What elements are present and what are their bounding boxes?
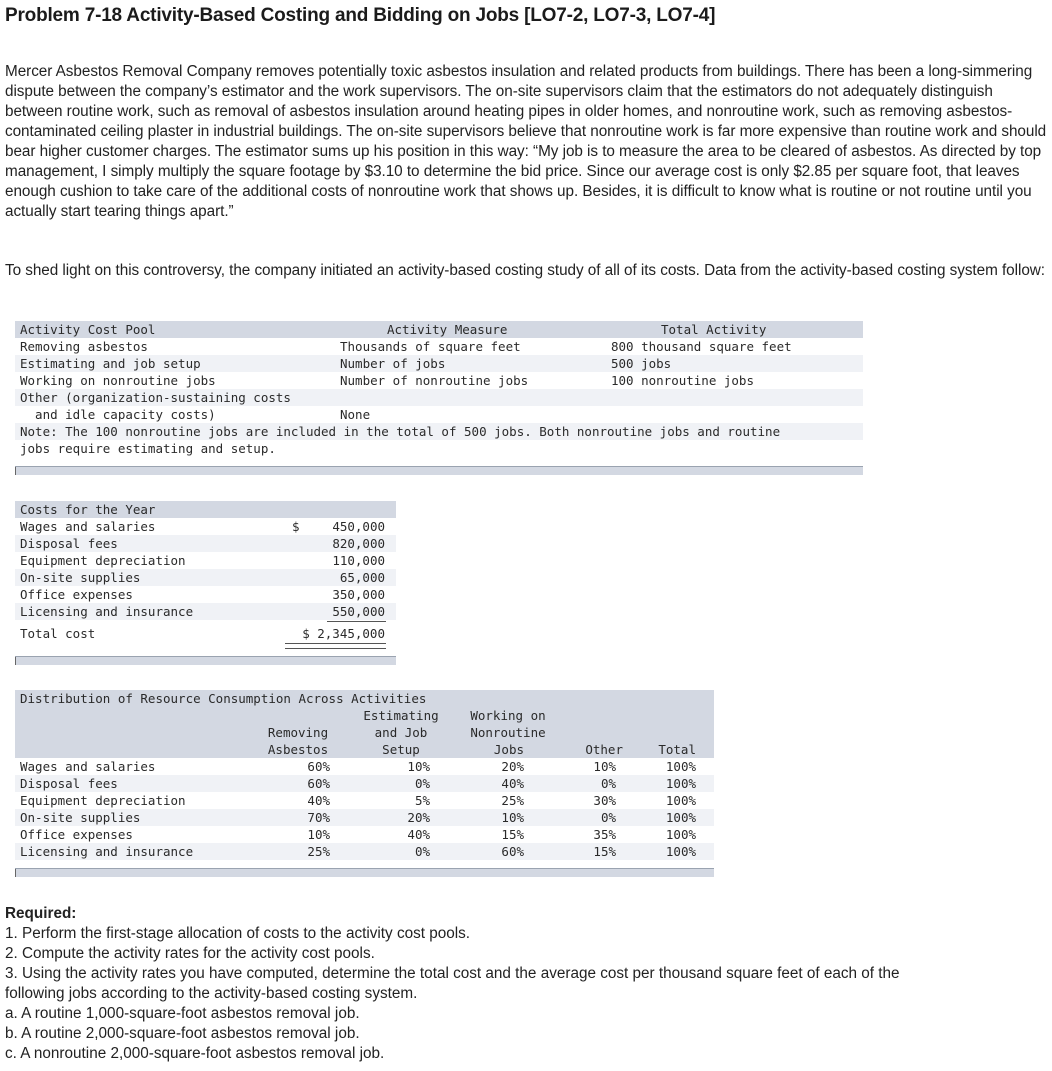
pct-working: 25% <box>501 793 524 808</box>
cost-label: Office expenses <box>20 587 133 602</box>
costs-for-year-table <box>15 501 396 665</box>
pct-total: 100% <box>665 844 696 859</box>
table-row <box>15 569 396 586</box>
pct-removing: 40% <box>307 793 330 808</box>
pct-removing: 60% <box>307 776 330 791</box>
table-row <box>15 389 863 406</box>
resource-label: Wages and salaries <box>20 759 156 774</box>
cost-value: 450,000 <box>332 519 385 534</box>
resource-label: Equipment depreciation <box>20 793 186 808</box>
total-double-rule <box>285 643 386 649</box>
pct-estimating: 5% <box>414 793 430 808</box>
costs-header: Costs for the Year <box>20 502 156 517</box>
cost-value: 110,000 <box>332 553 385 568</box>
header-estimating: and Job <box>374 725 428 740</box>
pool-name: Other (organization-sustaining costs <box>20 390 291 405</box>
subtotal-rule <box>327 621 386 622</box>
table-row <box>15 338 863 355</box>
resource-label: Disposal fees <box>20 776 118 791</box>
requirement-item: 2. Compute the activity rates for the activity cost pools. <box>5 945 375 962</box>
table-row <box>15 775 714 792</box>
resource-distribution-table <box>15 690 714 876</box>
total-activity: 100 nonroutine jobs <box>611 373 754 388</box>
pct-other: 0% <box>600 776 616 791</box>
cost-label: On-site supplies <box>20 570 141 585</box>
table-row <box>15 535 396 552</box>
intro-paragraph: Mercer Asbestos Removal Company removes potentially toxic asbestos insulation and related products from buildings. There has been a long-simmering dispute between the company’s estimator and the work supervisors. The on-site supervisors claim that the estimators do not adequately distinguish between routine work, such as removal of asbestos insulation around heating pipes in older homes, and nonroutine work, such as removing asbestos-contaminated ceiling plaster in industrial buildings. The on-site supervisors believe that nonroutine work is far more expensive than routine work and should bear higher customer charges. The estimator sums up his position in this way: “My job is to measure the area to be cleared of asbestos. As directed by top management, I simply multiply the square footage by $3.10 to determine the bid price. Since our average cost is only $2.85 per square foot, that leaves enough cushion to take care of the additional costs of nonroutine work that shows up. Besides, it is difficult to know what is routine or not routine until you actually start tearing things apart.” <box>5 63 1047 220</box>
table-note: Note: The 100 nonroutine jobs are included in the total of 500 jobs. Both nonroutine jobs and routine <box>20 424 781 439</box>
requirement-item: a. A routine 1,000-square-foot asbestos removal job. <box>5 1005 360 1022</box>
cost-label: Licensing and insurance <box>20 604 194 619</box>
pct-other: 0% <box>600 810 616 825</box>
pool-name: Removing asbestos <box>20 339 148 354</box>
pct-other: 30% <box>593 793 616 808</box>
requirement-item: b. A routine 2,000-square-foot asbestos removal job. <box>5 1025 360 1042</box>
requirement-item: 1. Perform the first-stage allocation of costs to the activity cost pools. <box>5 925 471 942</box>
pct-estimating: 0% <box>414 776 430 791</box>
dollar-sign: $ <box>292 519 300 534</box>
table-scrollbar[interactable] <box>15 656 396 665</box>
pct-total: 100% <box>665 827 696 842</box>
pct-estimating: 20% <box>407 810 430 825</box>
pct-total: 100% <box>665 776 696 791</box>
header-working: Jobs <box>493 742 524 757</box>
pct-other: 15% <box>593 844 616 859</box>
requirement-item: following jobs according to the activity-based costing system. <box>5 985 418 1002</box>
cost-label: Wages and salaries <box>20 519 156 534</box>
required-section <box>5 904 900 1064</box>
pct-working: 20% <box>501 759 524 774</box>
table-row <box>15 758 714 775</box>
resource-label: Office expenses <box>20 827 133 842</box>
abc-study-paragraph: To shed light on this controversy, the company initiated an activity-based costing study of all of its costs. Data from the activity-based costing system follow: <box>5 262 1045 279</box>
header-estimating: Estimating <box>363 708 439 723</box>
header-other: Other <box>585 742 623 757</box>
cost-label: Disposal fees <box>20 536 118 551</box>
cost-value: 350,000 <box>332 587 385 602</box>
header-removing: Asbestos <box>267 742 329 757</box>
header-working: Working on <box>470 708 546 723</box>
table-row <box>15 372 863 389</box>
activity-measure: Number of jobs <box>340 356 446 371</box>
total-value: $ 2,345,000 <box>302 626 385 641</box>
header-estimating: Setup <box>382 742 420 757</box>
problem-title: Problem 7-18 Activity-Based Costing and Bidding on Jobs [LO7-2, LO7-3, LO7-4] <box>5 5 716 26</box>
header-total: Total <box>658 742 696 757</box>
cost-label: Equipment depreciation <box>20 553 186 568</box>
table-scrollbar[interactable] <box>15 868 714 877</box>
pct-working: 10% <box>501 810 524 825</box>
pct-removing: 25% <box>307 844 330 859</box>
pct-total: 100% <box>665 810 696 825</box>
requirement-item: 3. Using the activity rates you have computed, determine the total cost and the average cost per thousand square feet of each of the <box>5 965 900 982</box>
pct-other: 35% <box>593 827 616 842</box>
table-row <box>15 586 396 603</box>
pct-working: 60% <box>501 844 524 859</box>
total-label: Total cost <box>20 626 96 641</box>
pct-removing: 60% <box>307 759 330 774</box>
header-removing: Removing <box>267 725 329 740</box>
cost-value: 820,000 <box>332 536 385 551</box>
header-activity-cost-pool: Activity Cost Pool <box>20 322 156 337</box>
pct-removing: 70% <box>307 810 330 825</box>
table-row <box>15 552 396 569</box>
distribution-title: Distribution of Resource Consumption Across Activities <box>20 691 427 706</box>
activity-measure: Number of nonroutine jobs <box>340 373 529 388</box>
activity-measure: Thousands of square feet <box>340 339 521 354</box>
table-note-row <box>15 423 863 440</box>
table-row <box>15 826 714 843</box>
total-row <box>15 625 396 642</box>
pct-estimating: 0% <box>414 844 430 859</box>
table-note-row <box>15 440 863 457</box>
table-scrollbar[interactable] <box>15 466 863 475</box>
resource-label: Licensing and insurance <box>20 844 194 859</box>
pct-other: 10% <box>593 759 616 774</box>
activity-cost-pool-table <box>15 321 863 475</box>
table-header-row <box>15 501 396 518</box>
table-row <box>15 843 714 860</box>
total-activity: 800 thousand square feet <box>611 339 792 354</box>
table-note: jobs require estimating and setup. <box>20 441 276 456</box>
pct-total: 100% <box>665 759 696 774</box>
table-header-block <box>15 690 714 758</box>
activity-measure: None <box>340 407 371 422</box>
table-row <box>15 355 863 372</box>
resource-label: On-site supplies <box>20 810 141 825</box>
pct-removing: 10% <box>307 827 330 842</box>
cost-value: 65,000 <box>339 570 385 585</box>
pct-total: 100% <box>665 793 696 808</box>
pool-name: Estimating and job setup <box>20 356 201 371</box>
required-heading: Required: <box>5 905 77 922</box>
requirement-item: c. A nonroutine 2,000-square-foot asbestos removal job. <box>5 1045 385 1062</box>
table-row <box>15 792 714 809</box>
header-total-activity: Total Activity <box>661 322 767 337</box>
pct-working: 15% <box>501 827 524 842</box>
pool-name-continued: and idle capacity costs) <box>20 407 216 422</box>
table-header-row <box>15 321 863 338</box>
pct-estimating: 10% <box>407 759 430 774</box>
pct-working: 40% <box>501 776 524 791</box>
header-working: Nonroutine <box>470 725 546 740</box>
header-activity-measure: Activity Measure <box>387 322 508 337</box>
table-row <box>15 406 863 423</box>
table-row <box>15 603 396 620</box>
total-activity: 500 jobs <box>611 356 672 371</box>
pool-name: Working on nonroutine jobs <box>20 373 216 388</box>
pct-estimating: 40% <box>407 827 430 842</box>
table-row <box>15 809 714 826</box>
cost-value: 550,000 <box>332 604 385 619</box>
table-row <box>15 518 396 535</box>
